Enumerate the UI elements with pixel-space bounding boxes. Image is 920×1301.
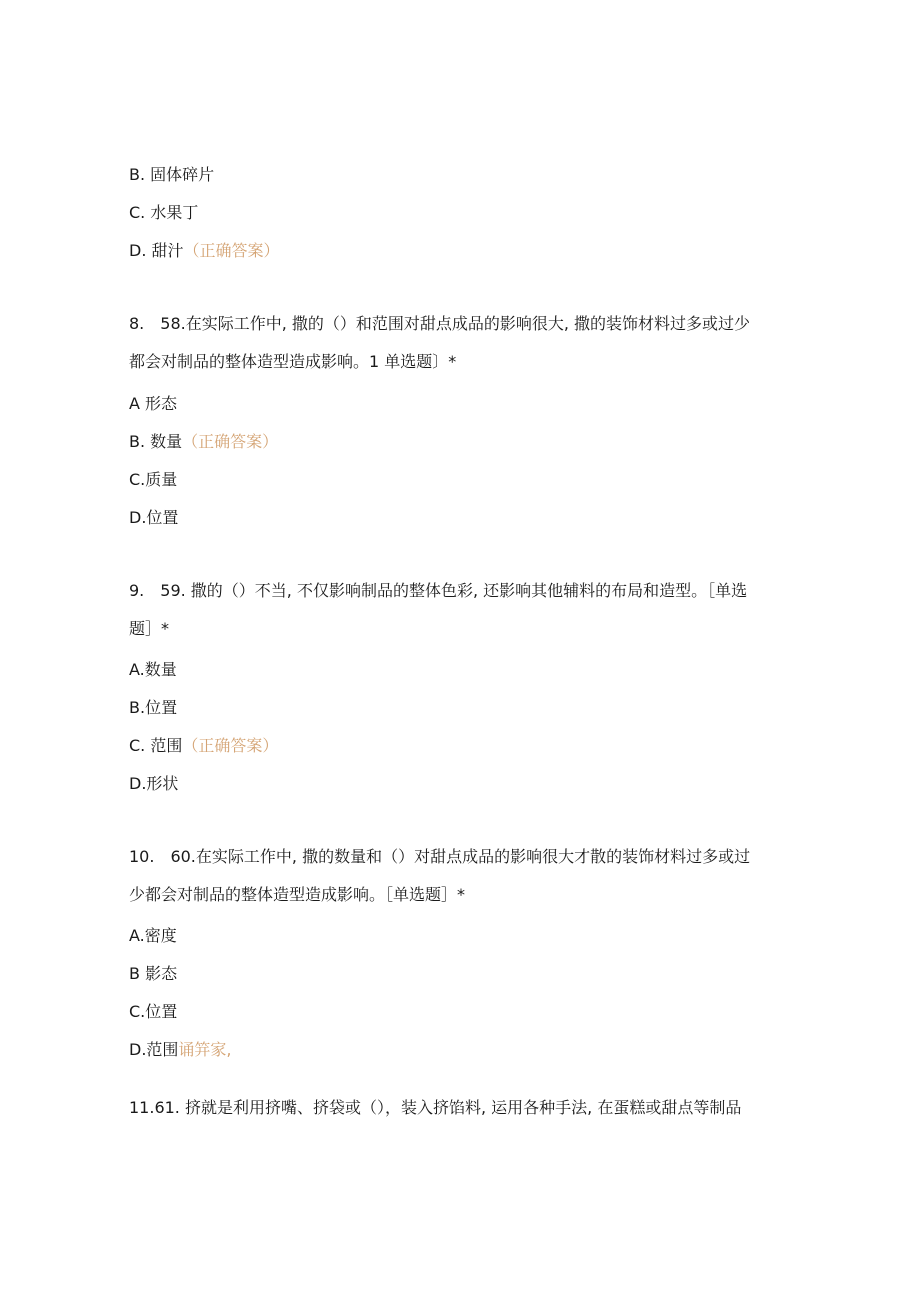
question-line bbox=[129, 618, 169, 640]
question-text: 题］* bbox=[129, 619, 170, 638]
option-line bbox=[129, 240, 280, 262]
option-line bbox=[129, 164, 214, 186]
option-text: D. 甜汁 bbox=[129, 241, 184, 260]
option-line bbox=[129, 1039, 232, 1061]
option-text: A.密度 bbox=[129, 926, 177, 945]
option-text: A.数量 bbox=[129, 660, 177, 679]
correct-answer-marker: 诵笄家, bbox=[178, 1040, 232, 1059]
option-line bbox=[129, 507, 178, 529]
question-text: 8. 58.在实际工作中, 撒的（）和范围对甜点成品的影响很大, 撒的装饰材料过多或过少 bbox=[129, 314, 751, 333]
option-line bbox=[129, 659, 177, 681]
question-text: 11.61. 挤就是利用挤嘴、挤袋或（），装入挤馅料, 运用各种手法, 在蛋糕或甜点等制品 bbox=[129, 1098, 742, 1117]
option-line bbox=[129, 202, 198, 224]
correct-answer-marker: （正确答案） bbox=[182, 432, 279, 451]
question-line bbox=[129, 846, 750, 868]
option-text: B 影态 bbox=[129, 964, 178, 983]
option-line bbox=[129, 1001, 177, 1023]
option-line bbox=[129, 773, 178, 795]
option-text: D.范围 bbox=[129, 1040, 179, 1059]
option-line bbox=[129, 735, 278, 757]
question-line bbox=[129, 351, 456, 373]
question-text: 9. 59. 撒的（）不当, 不仅影响制品的整体色彩, 还影响其他辅料的布局和造型。［单选 bbox=[129, 581, 748, 600]
option-text: B. 数量 bbox=[129, 432, 183, 451]
option-text: A 形态 bbox=[129, 394, 178, 413]
option-text: C. 水果丁 bbox=[129, 203, 199, 222]
option-text: C. 范围 bbox=[129, 736, 183, 755]
option-line bbox=[129, 963, 177, 985]
option-text: C.质量 bbox=[129, 470, 178, 489]
option-text: D.形状 bbox=[129, 774, 179, 793]
option-text: B.位置 bbox=[129, 698, 178, 717]
option-line bbox=[129, 469, 177, 491]
question-line bbox=[129, 313, 750, 335]
question-text: 10. 60.在实际工作中, 撒的数量和（）对甜点成品的影响很大才散的装饰材料过多或过 bbox=[129, 847, 751, 866]
question-text: 少都会对制品的整体造型造成影响。［单选题］* bbox=[129, 885, 466, 904]
option-line bbox=[129, 925, 177, 947]
correct-answer-marker: （正确答案） bbox=[182, 736, 279, 755]
question-line bbox=[129, 884, 465, 906]
option-text: D.位置 bbox=[129, 508, 179, 527]
question-line bbox=[129, 580, 747, 602]
option-line bbox=[129, 697, 177, 719]
option-text: C.位置 bbox=[129, 1002, 178, 1021]
option-line bbox=[129, 431, 278, 453]
question-line bbox=[129, 1097, 741, 1119]
option-text: B. 固体碎片 bbox=[129, 165, 215, 184]
correct-answer-marker: （正确答案） bbox=[183, 241, 280, 260]
question-text: 都会对制品的整体造型造成影响。1 单选题〕* bbox=[129, 352, 457, 371]
option-line bbox=[129, 393, 177, 415]
